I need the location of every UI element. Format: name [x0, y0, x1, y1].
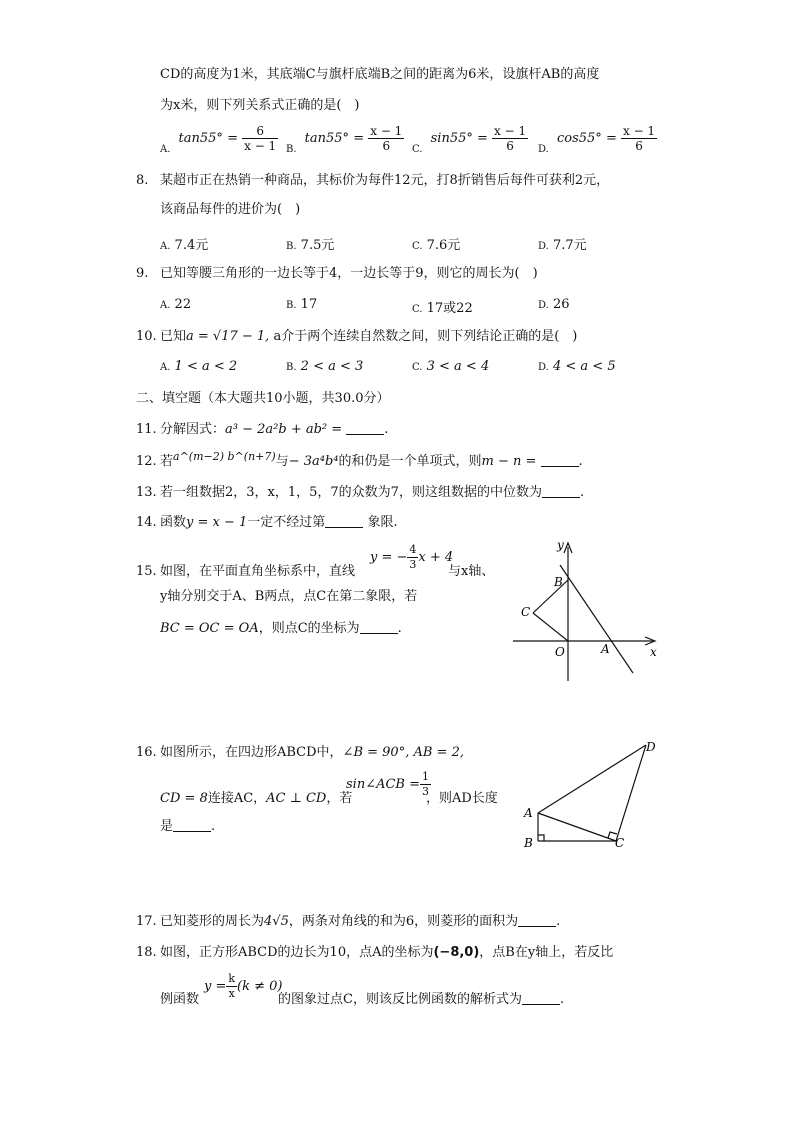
q8-option-c: C. 7.6元 — [412, 238, 461, 253]
q16-segment-ad — [538, 745, 646, 813]
q15-figure — [505, 535, 665, 685]
q14-line: 函数y = x − 1一定不经过第 象限. — [160, 515, 398, 530]
q15-line1-end: 与x轴、 — [448, 564, 495, 579]
q18-line1: 如图，正方形ABCD的边长为10，点A的坐标为(−8,0)，点B在y轴上，若反比 — [160, 945, 614, 960]
q15-line-ab — [560, 565, 633, 673]
q15-line3: BC = OC = OA，则点C的坐标为 . — [160, 621, 402, 636]
q16-label-d: D — [646, 740, 656, 754]
q15-number: 15. — [136, 564, 157, 579]
q11-number: 11. — [136, 422, 157, 437]
q17-number: 17. — [136, 914, 157, 929]
q13-number: 13. — [136, 485, 157, 500]
q9-number: 9. — [136, 266, 149, 281]
q16-label-c: C — [615, 836, 625, 850]
q17-answer-blank[interactable] — [518, 913, 556, 927]
q10-option-a: A. 1 < a < 2 — [160, 359, 238, 374]
q16-number: 16. — [136, 745, 157, 760]
q10-number: 10. — [136, 329, 157, 344]
q15-label-c: C — [521, 605, 531, 619]
q16-line2: CD = 8连接AC，AC ⊥ CD，若 — [160, 791, 353, 806]
q8-option-d: D. 7.7元 — [538, 238, 587, 253]
q13-line: 若一组数据2，3，x，1，5，7的众数为7，则这组数据的中位数为 . — [160, 485, 585, 500]
q10-option-d: D. 4 < a < 5 — [538, 359, 616, 374]
q16-figure — [518, 735, 668, 855]
q11-answer-blank[interactable] — [346, 421, 384, 435]
q16-line2-end: ，则AD长度 — [426, 791, 498, 806]
q16-right-angle-b — [538, 835, 544, 841]
q7-line1: CD的高度为1米，其底端C与旗杆底端B之间的距离为6米，设旗杆AB的高度 — [160, 67, 600, 82]
q18-number: 18. — [136, 945, 157, 960]
q7-line2: 为x米，则下列关系式正确的是( ) — [160, 98, 360, 113]
q8-option-a: A. 7.4元 — [160, 238, 209, 253]
q15-line2: y轴分别交于A、B两点，点C在第二象限，若 — [160, 589, 418, 604]
q9-option-d: D. 26 — [538, 297, 570, 312]
q10-line1: 已知a = √17 − 1, a介于两个连续自然数之间，则下列结论正确的是( ) — [160, 329, 578, 344]
q10-option-b: B. 2 < a < 3 — [286, 359, 364, 374]
q18-line2: 例函数 — [160, 992, 200, 1007]
q15-label-b: B — [554, 575, 563, 589]
q16-sin-expr: sin∠ACB = $\frac{1}{3}$ — [346, 770, 430, 798]
q7-option-b: $_{B.}$ tan55° = $\frac{x - 1}{6}$ — [286, 124, 403, 155]
q9-option-c: C. 17或22 — [412, 301, 473, 316]
q16-label-a: A — [524, 806, 533, 820]
q12-number: 12. — [136, 454, 157, 469]
q11-line: 分解因式：a³ − 2a²b + ab² = . — [160, 422, 389, 437]
q18-answer-blank[interactable] — [522, 991, 560, 1005]
q8-line1: 某超市正在热销一种商品，其标价为每件12元，打8折销售后每件可获利2元， — [160, 173, 610, 188]
q12-line: 若$^{a\^{}(m-2) b\^{}(n+7)}$与− 3a⁴b⁴的和仍是一个单项式，则m − n = . — [160, 450, 583, 469]
q15-label-y: y — [557, 538, 564, 552]
q14-number: 14. — [136, 515, 157, 530]
q8-line2: 该商品每件的进价为( ) — [160, 202, 301, 217]
q16-segment-ac — [538, 813, 616, 841]
q16-line3: 是 . — [160, 819, 216, 834]
q12-answer-blank[interactable] — [541, 453, 579, 467]
q15-answer-blank[interactable] — [360, 620, 398, 634]
q7-option-c: $_{C.}$ sin55° = $\frac{x - 1}{6}$ — [412, 124, 527, 155]
section-heading: 二、填空题（本大题共10小题，共30.0分） — [136, 391, 390, 406]
q15-line1: 如图，在平面直角坐标系中，直线 — [160, 564, 356, 579]
q16-segment-cd — [616, 745, 646, 841]
q18-function: y = $\frac{k}{x}$ (k ≠ 0) — [204, 972, 283, 1000]
q15-segment-co — [533, 613, 568, 641]
q15-label-a: A — [601, 642, 610, 656]
q15-equation: y = − $\frac{4}{3}$ x + 4 — [370, 543, 454, 571]
q18-line2-end: 的图象过点C，则该反比例函数的解析式为 . — [278, 992, 565, 1007]
q8-option-b: B. 7.5元 — [286, 238, 335, 253]
q15-label-o: O — [555, 645, 565, 659]
q9-option-b: B. 17 — [286, 297, 318, 312]
q8-number: 8. — [136, 173, 149, 188]
q16-label-b: B — [524, 836, 533, 850]
q9-option-a: A. 22 — [160, 297, 192, 312]
q7-option-d: $_{D.}$ cos55° = $\frac{x - 1}{6}$ — [538, 124, 656, 155]
q9-line1: 已知等腰三角形的一边长等于4，一边长等于9，则它的周长为( ) — [160, 266, 538, 281]
q7-option-a: $_{A.}$ tan55° = $\frac{6}{x - 1}$ — [160, 124, 277, 155]
q13-answer-blank[interactable] — [542, 484, 580, 498]
q14-answer-blank[interactable] — [325, 514, 363, 528]
q16-line1: 如图所示，在四边形ABCD中，∠B = 90°, AB = 2, — [160, 745, 464, 760]
q15-label-x: x — [650, 645, 657, 659]
q17-line: 已知菱形的周长为4√5，两条对角线的和为6，则菱形的面积为 . — [160, 914, 561, 929]
q10-option-c: C. 3 < a < 4 — [412, 359, 490, 374]
q16-answer-blank[interactable] — [173, 818, 211, 832]
